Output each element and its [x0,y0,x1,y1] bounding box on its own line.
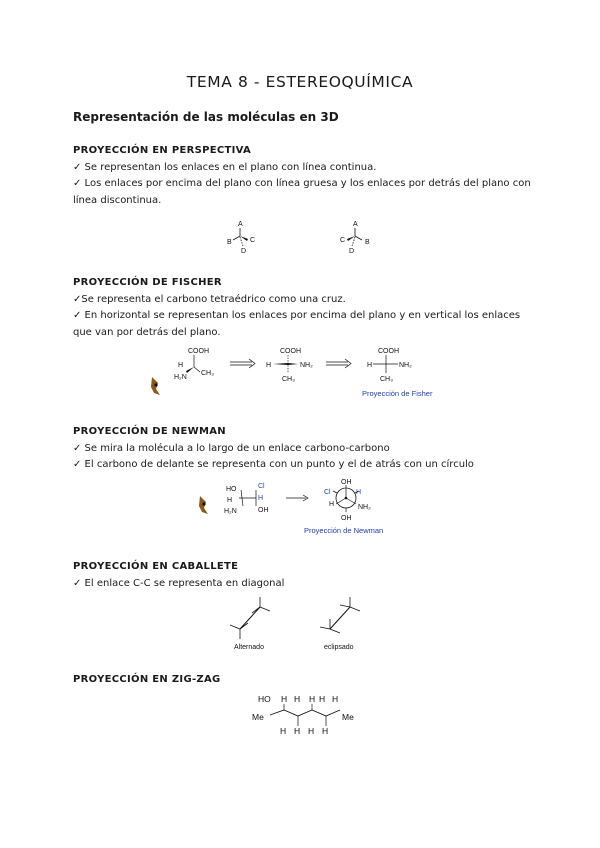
section-perspectiva [73,143,533,209]
atom-label: H [294,694,301,704]
atom-label: A [238,221,243,228]
atom-label: H [227,497,233,504]
fischer-figure [148,343,458,401]
section-caballete [73,559,533,592]
figure-caption: eclipsado [324,644,354,651]
figure-caption: Proyección de Fisher [362,389,433,398]
section-subtitle: Representación de las moléculas en 3D [73,110,339,124]
atom-label: H [356,489,362,496]
text-line: ✓ Se representan los enlaces en el plano con línea continua. [73,161,377,173]
arrow-icon [326,359,351,368]
atom-label: COOH [188,348,209,355]
atom-label: H [322,726,329,736]
atom-label: H [309,694,316,704]
atom-label: COOH [378,348,399,355]
arrow-icon [286,495,308,501]
page-title: TEMA 8 - ESTEREOQUÍMICA [186,73,414,91]
atom-label: H [294,726,301,736]
atom-label: H₂N [174,374,187,381]
atom-label: HO [226,486,237,493]
atom-label: NH₂ [399,362,412,369]
heading-caballete: PROYECCIÓN EN CABALLETE [73,561,239,572]
atom-label: H [280,726,287,736]
atom-label: H [266,362,272,369]
newman-molecule-3d [224,483,269,515]
atom-label: CH₃ [201,370,214,377]
atom-label: OH [258,507,269,514]
heading-fischer: PROYECCIÓN DE FISCHER [73,277,222,288]
atom-label: H [178,362,184,369]
heading-zigzag: PROYECCIÓN EN ZIG-ZAG [73,674,221,685]
atom-label: H [258,495,264,502]
atom-label: D [349,248,355,254]
atom-label: NH₂ [358,504,371,511]
section-zigzag [73,672,533,689]
atom-label: HO [258,694,271,704]
atom-label: B [365,239,370,246]
figure-caption: Alternado [234,644,264,651]
atom-label: C [250,237,256,244]
staggered-sawhorse [230,597,270,651]
atom-label: CH₃ [282,376,295,383]
atom-label: Me [252,712,264,722]
section-newman [73,424,533,474]
section-fischer [73,275,533,341]
atom-label: H [319,694,326,704]
atom-label: H [308,726,315,736]
fischer-projection [367,348,412,383]
atom-label: D [241,248,247,254]
atom-label: B [227,239,232,246]
atom-label: Me [342,712,354,722]
fischer-molecule-wedge [266,348,313,383]
atom-label: H₂N [224,508,237,515]
atom-label: H [281,694,288,704]
perspective-molecule-left [227,221,255,254]
eye-icon [199,496,208,514]
eclipsed-sawhorse [320,597,360,651]
atom-label: Cl [258,483,265,490]
newman-figure [196,476,416,538]
heading-perspectiva: PROYECCIÓN EN PERSPECTIVA [73,145,252,156]
atom-label: OH [341,479,352,486]
perspective-figure [218,214,388,254]
arrow-icon [230,359,255,368]
zigzag-figure [252,690,362,740]
perspective-molecule-right [340,221,370,254]
atom-label: H [332,694,339,704]
text-line: ✓ En horizontal se representan los enlaces por encima del plano y en vertical los enlaces que van por detrás del plano. [73,310,521,338]
caballete-figure [226,595,376,655]
atom-label: CH₃ [380,376,393,383]
atom-label: A [353,221,358,228]
figure-caption: Proyección de Newman [304,526,384,535]
text-line: ✓ Se mira la molécula a lo largo de un enlace carbono-carbono [73,442,390,454]
atom-label: NH₂ [300,362,313,369]
text-line: ✓ Los enlaces por encima del plano con línea gruesa y los enlaces por detrás del plano con línea discontinua. [73,178,531,206]
text-line: ✓ El carbono de delante se representa con un punto y el de atrás con un círculo [73,459,474,470]
atom-label: H [329,501,335,508]
atom-label: Cl [324,489,331,496]
atom-label: C [340,237,346,244]
eye-icon [151,377,160,395]
heading-newman: PROYECCIÓN DE NEWMAN [73,426,226,437]
atom-label: OH [341,515,352,522]
text-line: ✓ El enlace C-C se representa en diagonal [73,577,285,589]
atom-label: COOH [280,348,301,355]
fischer-molecule-3d [174,348,214,381]
atom-label: H [367,362,373,369]
newman-projection [324,479,371,522]
text-line: ✓Se representa el carbono tetraédrico como una cruz. [73,293,346,305]
